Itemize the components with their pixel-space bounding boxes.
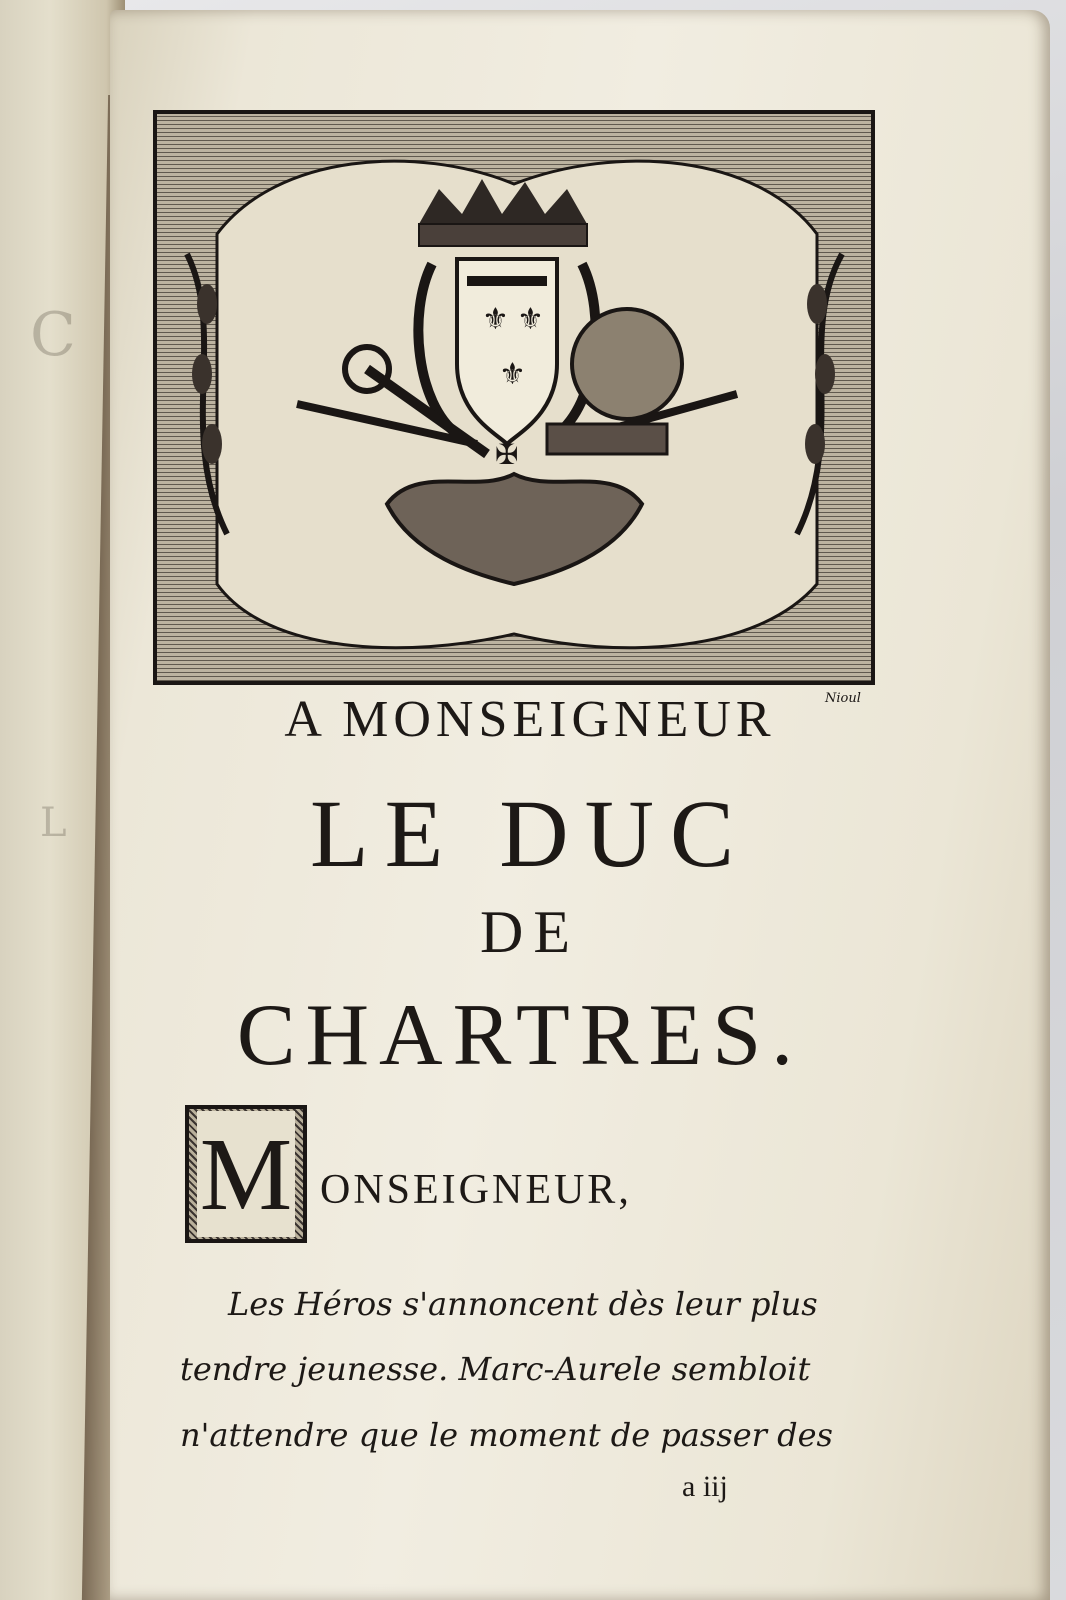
left-page-bleed-mark-2: L bbox=[40, 800, 67, 846]
body-line-3: n'attendre que le moment de passer des bbox=[180, 1416, 833, 1454]
body-line-1: Les Héros s'annoncent dès leur plus bbox=[228, 1285, 818, 1323]
dedication-line-4: CHARTRES. bbox=[236, 987, 804, 1084]
drop-cap-letter: M bbox=[197, 1111, 295, 1237]
body-line-2: tendre jeunesse. Marc-Aurele sembloit bbox=[180, 1350, 811, 1388]
engraved-headpiece bbox=[153, 110, 875, 706]
engraver-signature: Nioul bbox=[825, 691, 861, 706]
svg-text:⚜: ⚜ bbox=[482, 302, 509, 337]
dedication-line-2: LE DUC bbox=[310, 780, 750, 887]
svg-text:✠: ✠ bbox=[495, 438, 519, 471]
dedication-line-3: DE bbox=[480, 899, 580, 965]
svg-text:⚜: ⚜ bbox=[517, 302, 544, 337]
left-page-bleed-mark: C bbox=[30, 300, 76, 370]
salutation: ONSEIGNEUR, bbox=[320, 1167, 632, 1213]
dedication-line-1: A MONSEIGNEUR bbox=[284, 691, 776, 748]
coat-of-arms-illustration bbox=[157, 114, 871, 681]
drop-cap bbox=[185, 1105, 307, 1243]
page-signature-mark: a iij bbox=[682, 1470, 728, 1503]
svg-text:⚜: ⚜ bbox=[499, 357, 526, 392]
